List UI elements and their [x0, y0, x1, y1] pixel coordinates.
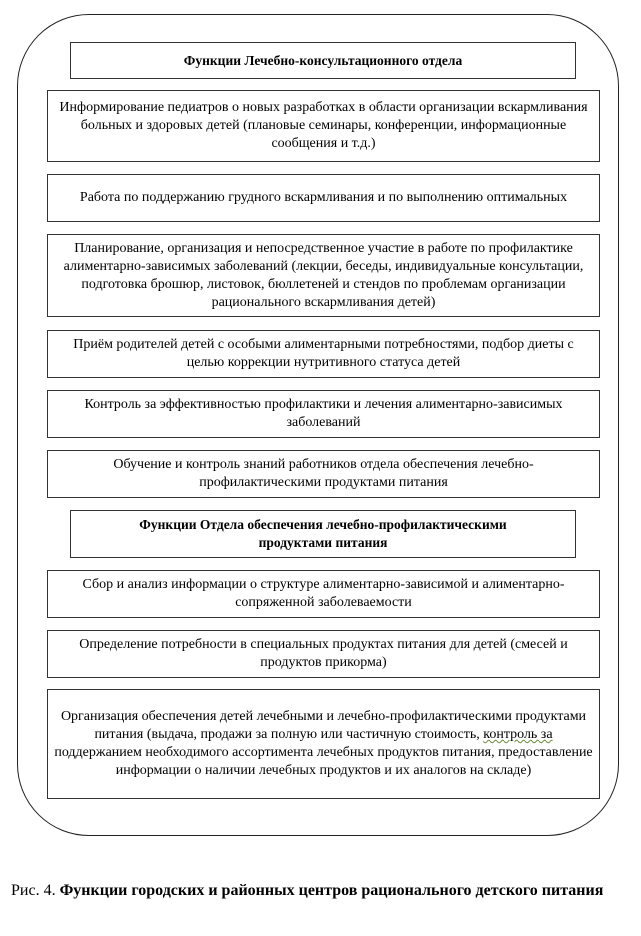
function-box-staff-training — [47, 450, 600, 498]
caption-prefix: Рис. 4. — [11, 882, 60, 899]
function-text — [54, 708, 593, 780]
function-text: Обучение и контроль знаний работников отдела обеспечения лечебно-профилактическими продуктами питания — [113, 457, 534, 490]
header-supply-department — [70, 510, 576, 558]
function-box-needs-assessment — [47, 630, 600, 678]
function-box-supply-organization — [47, 689, 600, 799]
function-text: Работа по поддержанию грудного вскармливания и по выполнению оптимальных — [79, 190, 568, 205]
header-medical-consulting-label: Функции Лечебно-консультационного отдела — [183, 52, 463, 68]
header-medical-consulting-department — [70, 42, 576, 79]
function-text: Контроль за эффективностью профилактики и лечения алиментарно-зависимых заболеваний — [84, 397, 563, 430]
function-text-part: поддержанием необходимого ассортимента лечебных продуктов питания, предоставление информации о наличии лечебных продуктов и их аналогов на складе) — [54, 745, 593, 778]
function-box-breastfeeding-support — [47, 174, 600, 222]
function-text: Планирование, организация и непосредственное участие в работе по профилактике алиментарно-зависимых заболеваний (лекции, беседы, индивидуальные консультации, подготовка брошюр, листовок, бюллетеней и стендов по проблемам организации рационального вскармливания детей) — [63, 240, 584, 310]
function-text: Информирование педиатров о новых разработках в области организации вскармливания больных и здоровых детей (плановые семинары, конференции, информационные сообщения и т.д.) — [59, 100, 588, 151]
function-box-prevention-control — [47, 390, 600, 438]
function-text-part: Организация обеспечения детей лечебными и лечебно-профилактическими продуктами питания (выдача, продажи за полную или частичную стоимость, — [60, 709, 587, 742]
function-box-parent-reception — [47, 330, 600, 378]
function-text: Определение потребности в специальных продуктах питания для детей (смесей и продуктов прикорма) — [79, 637, 568, 670]
function-text: Сбор и анализ информации о структуре алиментарно-зависимой и алиментарно-сопряженной заболеваемости — [82, 577, 565, 610]
figure-caption — [11, 874, 636, 908]
function-text: Приём родителей детей с особыми алиментарными потребностями, подбор диеты с целью коррекции нутритивного статуса детей — [73, 337, 574, 370]
function-box-prevention-planning — [47, 234, 600, 317]
function-box-informing-pediatricians — [47, 90, 600, 162]
caption-title: Функции городских и районных центров рационального детского питания — [59, 882, 604, 899]
function-box-data-collection — [47, 570, 600, 618]
function-text-underlined: контроль за — [483, 727, 553, 742]
header-supply-label: Функции Отдела обеспечения лечебно-профилактическими продуктами питания — [139, 517, 507, 550]
